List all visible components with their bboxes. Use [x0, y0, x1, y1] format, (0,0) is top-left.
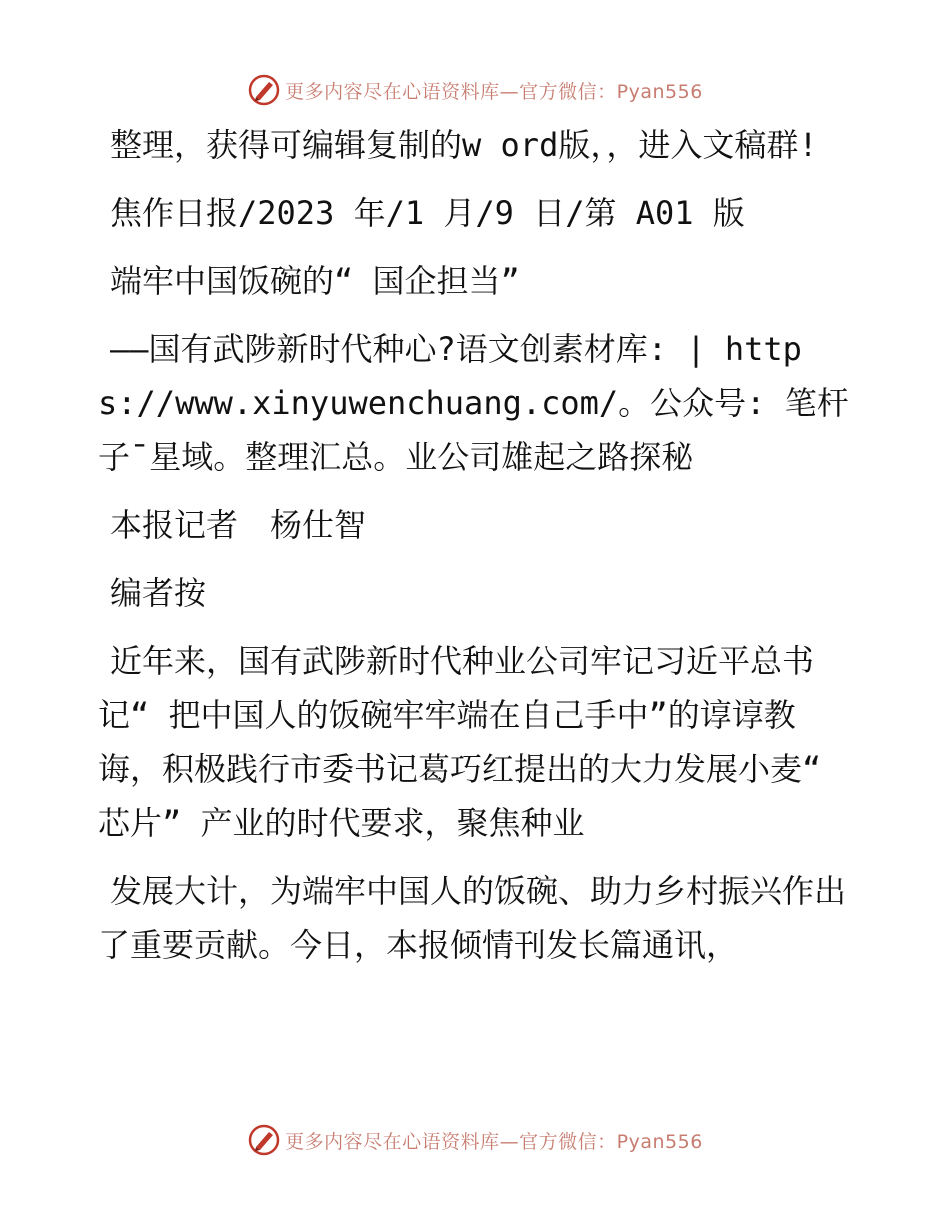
- banner-text: 更多内容尽在心语资料库—: [285, 1130, 520, 1153]
- paragraph-source: 焦作日报/2023 年/1 月/9 日/第 A01 版: [110, 194, 745, 232]
- pen-logo-icon: [247, 73, 281, 107]
- article-byline: 本报记者 杨仕智: [110, 506, 367, 544]
- paragraph-body-2: 发展大计，为端牢中国人的饭碗、助力乡村振兴作出了重要贡献。今日，本报倾情刊发长篇通讯，: [98, 872, 847, 964]
- document-body: [98, 118, 858, 986]
- editor-note-heading: 编者按: [110, 574, 207, 612]
- article-subtitle: ——国有武陟新时代种心?语文创素材库: | https://www.xinyuwenchuang.com/。公众号: 笔杆子¯星域。整理汇总。业公司雄起之路探秘: [98, 330, 849, 476]
- article-title: 端牢中国饭碗的“ 国企担当”: [110, 262, 520, 300]
- banner-contact: 官方微信：Pyan556: [519, 1130, 703, 1153]
- paragraph-body-1: 近年来，国有武陟新时代种业公司牢记习近平总书记“ 把中国人的饭碗牢牢端在自己手中”的谆谆教诲，积极践行市委书记葛巧红提出的大力发展小麦“ 芯片” 产业的时代要求，聚焦种业: [98, 642, 822, 842]
- banner-text: 更多内容尽在心语资料库—: [285, 80, 520, 103]
- pen-logo-icon: [247, 1123, 281, 1157]
- banner-contact: 官方微信：Pyan556: [519, 80, 703, 103]
- paragraph-intro: 整理，获得可编辑复制的w ord版，，进入文稿群!: [110, 126, 818, 164]
- header-watermark-banner: [0, 70, 950, 110]
- footer-watermark-banner: [0, 1120, 950, 1160]
